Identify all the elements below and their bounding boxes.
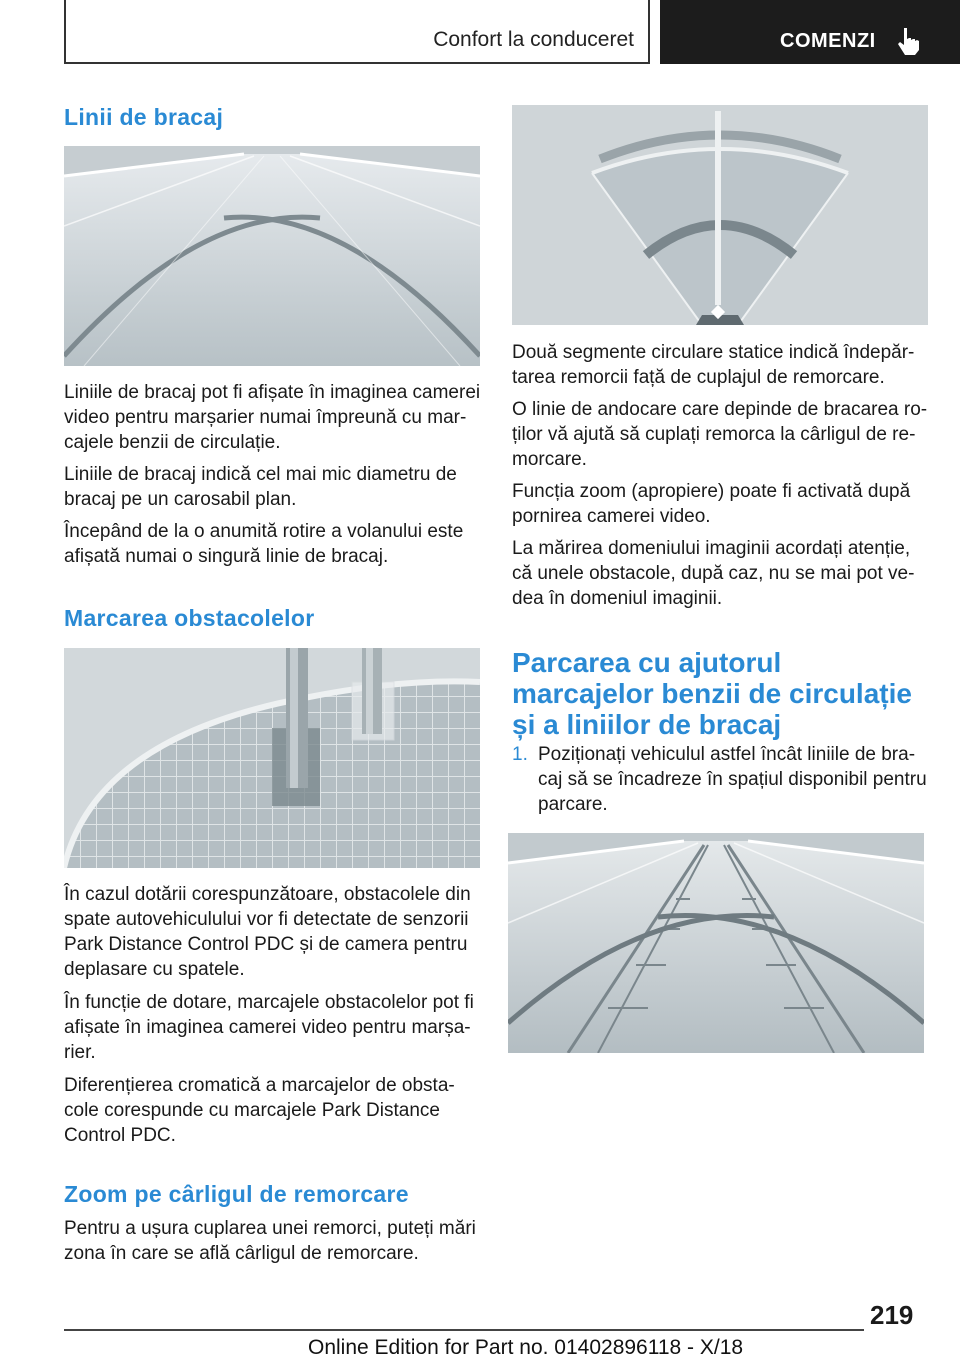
- paragraph: Funcția zoom (apropiere) poate fi activată după pornirea camerei video.: [512, 481, 911, 527]
- paragraph: În funcție de dotare, marcajele obstacolelor pot fi afișate în imaginea camerei video pentru marșa-rier.: [64, 992, 474, 1063]
- turning-lines-image: [64, 146, 480, 366]
- paragraph: Diferențierea cromatică a marcajelor de obsta-cole corespunde cu marcajele Park Distance Control PDC.: [64, 1075, 455, 1146]
- header-chapter-title: COMENZI: [780, 30, 876, 52]
- heading-turning-lines: Linii de bracaj: [64, 104, 224, 130]
- paragraph: La mărirea domeniului imaginii acordați atenție, că unele obstacole, după caz, nu se mai pot ve-dea în domeniul imaginii.: [512, 538, 915, 609]
- paragraph: În cazul dotării corespunzătoare, obstacolele din spate autovehiculului vor fi detectate de senzorii Park Distance Control PDC și de camera pentru deplasare cu spatele.: [64, 884, 471, 980]
- header-section-title: Confort la conduceret: [433, 28, 634, 51]
- heading-obstacle-marking: Marcarea obstacolelor: [64, 605, 315, 631]
- paragraph: Două segmente circulare statice indică îndepăr-tarea remorcii față de cuplajul de remorcare.: [512, 342, 915, 388]
- hitch-zoom-image: [512, 105, 928, 325]
- paragraph: Liniile de bracaj pot fi afișate în imaginea camerei video pentru marșarier numai împreună cu mar-cajele benzii de circulație.: [64, 382, 481, 453]
- step-number: 1.: [512, 744, 528, 765]
- pointing-hand-icon: [896, 26, 922, 56]
- page-number: 219: [870, 1300, 914, 1330]
- paragraph: Liniile de bracaj indică cel mai mic diametru de bracaj pe un carosabil plan.: [64, 464, 457, 510]
- heading-hitch-zoom: Zoom pe cârligul de remorcare: [64, 1181, 409, 1207]
- footer-divider: [64, 1329, 864, 1331]
- paragraph: Începând de la o anumită rotire a volanului este afișată numai o singură linie de bracaj.: [64, 521, 464, 567]
- obstacle-marking-image: [64, 648, 480, 868]
- edition-footer: Online Edition for Part no. 01402896118 - X/18: [308, 1336, 744, 1359]
- parking-lines-image: [508, 833, 924, 1053]
- paragraph: O linie de andocare care depinde de bracarea ro-ților vă ajută să cuplați remorca la cârligul de re-morcare.: [512, 399, 928, 470]
- paragraph: Pentru a ușura cuplarea unei remorci, puteți mări zona în care se află cârligul de remorcare.: [64, 1218, 476, 1264]
- heading-parking-assist: Parcarea cu ajutorul marcajelor benzii de circulație și a liniilor de bracaj: [512, 647, 912, 740]
- header-section-tab: [64, 0, 650, 64]
- step-text: Poziționați vehiculul astfel încât liniile de bra-caj să se încadreze în spațiul disponibil pentru parcare.: [538, 744, 927, 815]
